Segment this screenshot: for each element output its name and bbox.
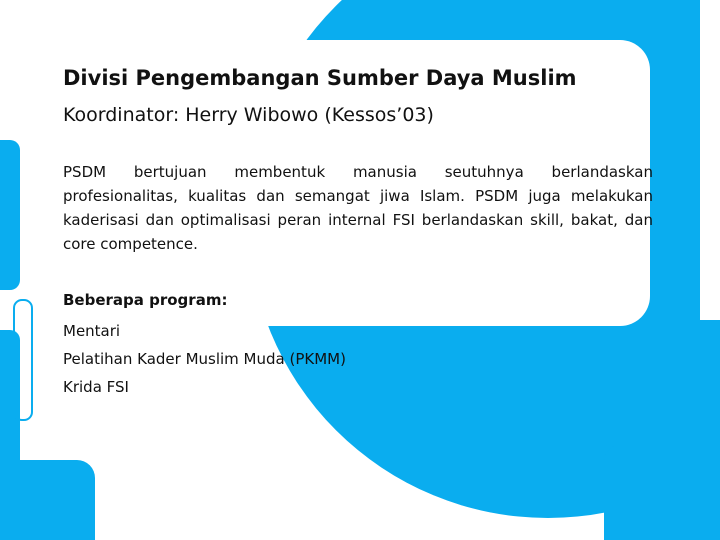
program-item: Pelatihan Kader Muslim Muda (PKMM) [63, 350, 346, 368]
bottom-left-block [0, 460, 95, 540]
left-bar-top [0, 140, 20, 290]
bottom-right-block [604, 444, 720, 540]
right-edge-strip [700, 0, 720, 320]
program-list [63, 317, 346, 401]
slide-title: Divisi Pengembangan Sumber Daya Muslim [63, 66, 577, 90]
description-paragraph: PSDM bertujuan membentuk manusia seutuhnya berlandaskan profesionalitas, kualitas dan semangat jiwa Islam. PSDM juga melakukan kaderisasi dan optimalisasi peran internal FSI berlandaskan skill, bakat, dan core competence. [63, 163, 653, 253]
program-item: Krida FSI [63, 378, 129, 396]
programs-heading: Beberapa program: [63, 291, 228, 309]
program-item: Mentari [63, 322, 121, 340]
slide-subtitle: Koordinator: Herry Wibowo (Kessos’03) [63, 104, 434, 126]
